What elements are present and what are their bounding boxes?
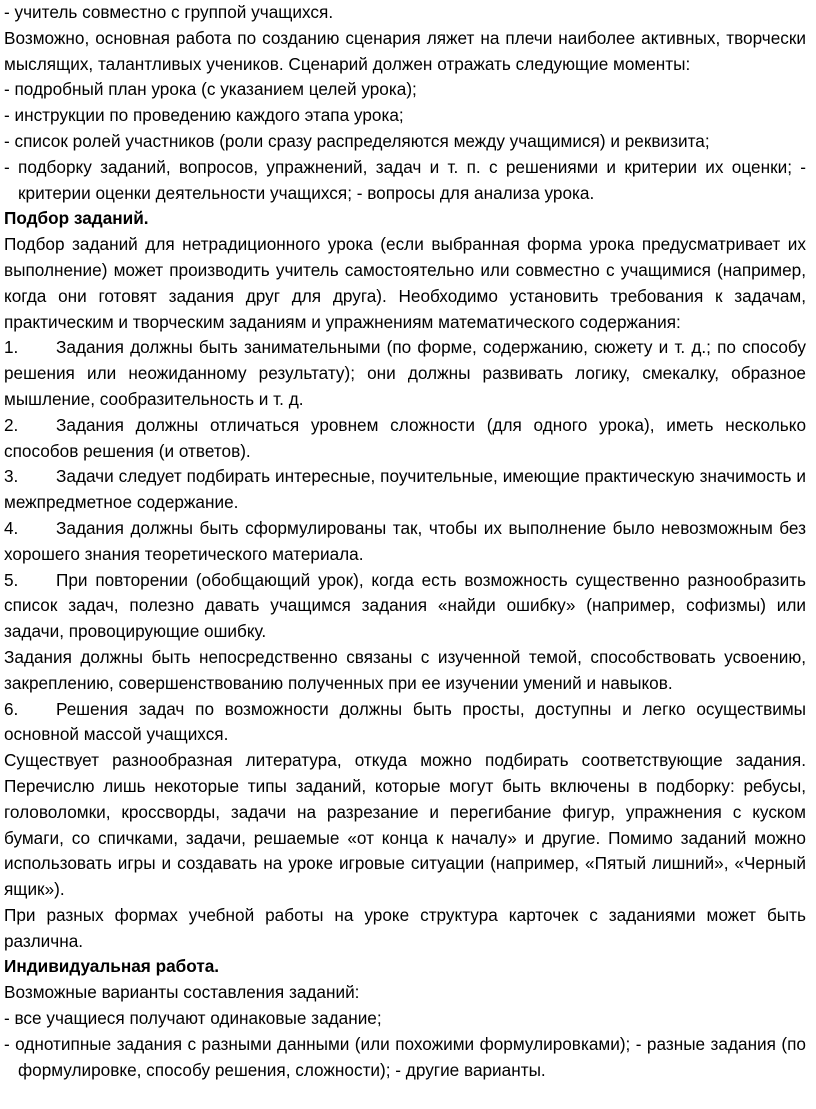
item-number: 6. — [4, 698, 19, 719]
numbered-item — [4, 413, 806, 465]
item-text: Задания должны быть занимательными (по форме, содержанию, сюжету и т. д.; по способу решения или неожиданному результату); они должны развивать логику, смекалку, образное мышление, сообразительность и т. д. — [4, 337, 806, 409]
item-number: 2. — [4, 414, 19, 435]
item-number: 1. — [4, 337, 19, 358]
paragraph-5: Существует разнообразная литература, откуда можно подбирать соответствующие задания. Перечислю лишь некоторые типы заданий, которые могут быть включены в подборку: ребусы, головоломки, кроссворды, задачи на разрезание и перегибание фигур, упражнения с куском бумаги, со спичками, задачи, решаемые «от конца к началу» и другие. Помимо заданий можно использовать игры и создавать на уроке игровые ситуации (например, «Пятый лишний», «Черный ящик»). — [4, 750, 806, 900]
list-item: - однотипные задания с разными данными (или похожими формулировками); - разные задания (по формулировке, способу решения, сложности); - другие варианты. — [4, 1033, 806, 1080]
item-text: При повторении (обобщающий урок), когда есть возможность существенно разнообразить список задач, полезно давать учащимся задания «найди ошибку» (например, софизмы) или задачи, провоцирующие ошибку. — [4, 569, 806, 642]
paragraph-6: При разных формах учебной работы на уроке структура карточек с заданиями может быть различна. — [4, 904, 806, 951]
item-text: Задачи следует подбирать интересные, поучительные, имеющие практическую значимость и межпредметное содержание. — [4, 466, 806, 513]
section-heading: Подбор заданий. — [4, 208, 149, 229]
numbered-item — [4, 516, 806, 568]
paragraph-1: - учитель совместно с группой учащихся. — [4, 2, 334, 22]
paragraph-4: Задания должны быть непосредственно связаны с изученной темой, способствовать усвоению, закреплению, совершенствованию полученных при ее изучении умений и навыков. — [4, 646, 806, 693]
item-text: Задания должны быть сформулированы так, чтобы их выполнение было невозможным без хорошего знания теоретического материала. — [4, 517, 806, 564]
item-text: Задания должны отличаться уровнем сложности (для одного урока), иметь несколько способов решения (и ответов). — [4, 414, 806, 461]
list-item: - список ролей участников (роли сразу распределяются между учащимися) и реквизита; — [4, 130, 710, 151]
numbered-item — [4, 697, 806, 749]
numbered-item — [4, 464, 806, 516]
list-item: - все учащиеся получают одинаковые задание; — [4, 1008, 382, 1029]
list-item: - подборку заданий, вопросов, упражнений, задач и т. п. с решениями и критерии их оценки; - критерии оценки деятельности учащихся; - вопросы для анализа урока. — [4, 156, 806, 203]
item-number: 5. — [4, 569, 19, 590]
list-item: - инструкции по проведению каждого этапа урока; — [4, 105, 404, 126]
numbered-item — [4, 335, 806, 412]
paragraph-7: Возможные варианты составления заданий: — [4, 982, 360, 1003]
paragraph-2: Возможно, основная работа по созданию сценария ляжет на плечи наиболее активных, творчески мыслящих, талантливых учеников. Сценарий должен отражать следующие моменты: — [4, 27, 806, 74]
item-text: Решения задач по возможности должны быть просты, доступны и легко осуществимы основной массой учащихся. — [4, 698, 806, 745]
numbered-item — [4, 568, 806, 645]
section-heading: Индивидуальная работа. — [4, 956, 220, 977]
item-number: 3. — [4, 466, 19, 487]
list-item: - подробный план урока (с указанием целей урока); — [4, 79, 417, 100]
item-number: 4. — [4, 517, 19, 538]
paragraph-3: Подбор заданий для нетрадиционного урока (если выбранная форма урока предусматривает их выполнение) может производить учитель самостоятельно или совместно с учащимися (например, когда они готовят задания друг для друга). Необходимо установить требования к задачам, практическим и творческим заданиям и упражнениям математического содержания: — [4, 234, 806, 332]
